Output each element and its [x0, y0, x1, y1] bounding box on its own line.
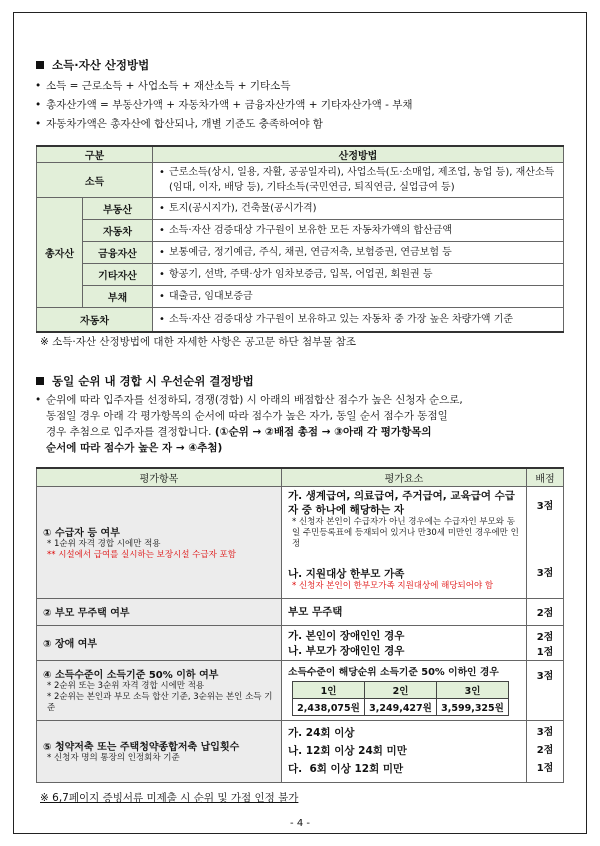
- element-cell: [282, 625, 527, 660]
- row-desc-income: • 근로소득(상시, 일용, 자활, 공공일자리), 사업소득(도·소매업, 제조업, 농업 등), 재산소득(임대, 이자, 배당 등), 기타소득(국민연금, 퇴직연금, 실업급여 등): [153, 163, 564, 198]
- element-text: 가. 본인이 장애인인 경우: [288, 629, 405, 642]
- threshold-header: 1인: [293, 682, 365, 699]
- element-text: 가. 생계급여, 의료급여, 주거급여, 교육급여 수급자 중 하나에 해당하는 자: [288, 489, 515, 516]
- element-cell: [282, 720, 527, 782]
- element-cell: 부모 무주택: [282, 598, 527, 625]
- square-bullet-icon: [36, 61, 44, 69]
- threshold-header-row: [293, 682, 509, 699]
- row-label-income: 소득: [37, 163, 153, 198]
- element-cell: [282, 660, 527, 720]
- element-text: 나. 지원대상 한부모 가족: [288, 568, 405, 580]
- score-cell: 3점: [527, 486, 564, 564]
- score-value: 2점: [536, 631, 554, 643]
- element-note: * 신청자 본인이 수급자가 아닌 경우에는 수급자인 부모와 동일 주민등록표에 등재되어 있거나 만30세 미만인 경우에만 인정: [292, 516, 519, 549]
- table-row: [37, 486, 564, 564]
- score-value: 1점: [536, 763, 554, 774]
- section1-bullet: • 자동차가액은 총자산에 합산되나, 개별 기준도 충족하여야 함: [46, 116, 323, 132]
- header-item: 평가항목: [37, 468, 282, 486]
- score-value: 3점: [536, 727, 554, 738]
- page-number: - 4 -: [290, 818, 310, 829]
- threshold-header: 3인: [437, 682, 509, 699]
- paragraph-line: [46, 424, 558, 440]
- priority-score-table: [36, 467, 564, 783]
- header-method: 산정방법: [153, 146, 564, 163]
- row-desc-vehicle: • 소득·자산 검증대상 가구원이 보유한 모든 자동차가액의 합산금액: [153, 220, 564, 242]
- item-cell: [37, 660, 282, 720]
- paragraph-line: 동점일 경우 아래 각 평가항목의 순서에 따라 점수가 높은 자가, 동일 순서 점수가 동점일: [46, 410, 448, 422]
- item-cell: [37, 486, 282, 598]
- item-cell: ③ 장애 여부: [37, 625, 282, 660]
- score-cell: 2점: [527, 598, 564, 625]
- header-element: 평가요소: [282, 468, 527, 486]
- table-row: [37, 163, 564, 198]
- item-note: * 2순위 또는 3순위 자격 경합 시에만 적용: [47, 681, 205, 691]
- row-desc-debt: • 대출금, 임대보증금: [153, 286, 564, 308]
- row-desc-other-assets: • 항공기, 선박, 주택·상가 임차보증금, 입목, 어업권, 회원권 등: [153, 264, 564, 286]
- table-row: [37, 308, 564, 332]
- row-label-car: 자동차: [37, 308, 153, 332]
- section1-title-text: 소득·자산 산정방법: [52, 58, 150, 72]
- row-label-debt: 부채: [83, 286, 153, 308]
- item-note-red: ** 시설에서 급여를 실시하는 보장시설 수급자 포함: [47, 549, 236, 560]
- income-threshold-table: [292, 681, 509, 716]
- item-label: ⑤ 청약저축 또는 주택청약종합저축 납입횟수: [43, 742, 240, 753]
- score-cell: [527, 625, 564, 660]
- table-row: [37, 720, 564, 782]
- table-row: [37, 598, 564, 625]
- element-text: 나. 12회 이상 24회 미만: [288, 745, 407, 757]
- item-label: ④ 소득수준이 소득기준 50% 이하 여부: [43, 670, 219, 681]
- threshold-value: 2,438,075원: [293, 699, 365, 716]
- threshold-value-row: [293, 699, 509, 716]
- score-cell: [527, 720, 564, 782]
- item-label: ① 수급자 등 여부: [43, 527, 120, 539]
- section1-note: ※ 소득·자산 산정방법에 대한 자세한 사항은 공고문 하단 첨부물 참조: [40, 336, 357, 348]
- section1-bullet: • 총자산가액 = 부동산가액 + 자동차가액 + 금융자산가액 + 기타자산가액 - 부채: [46, 97, 413, 113]
- section2-title-text: 동일 순위 내 경합 시 우선순위 결정방법: [52, 374, 254, 388]
- row-label-other-assets: 기타자산: [83, 264, 153, 286]
- table-row: [37, 242, 564, 264]
- threshold-header: 2인: [365, 682, 437, 699]
- item-note: * 2순위는 본인과 부모 소득 합산 기준, 3순위는 본인 소득 기준: [47, 692, 273, 713]
- element-note-red: * 신청자 본인이 한부모가족 지원대상에 해당되어야 함: [292, 581, 494, 591]
- element-text: 가. 24회 이상: [288, 727, 355, 739]
- row-desc-financial: • 보통예금, 정기예금, 주식, 채권, 연금저축, 보험증권, 연금보험 등: [153, 242, 564, 264]
- priority-order-text: (①순위 → ②배점 총점 → ③아래 각 평가항목의: [214, 426, 432, 438]
- table-row: [37, 286, 564, 308]
- element-text: 나. 부모가 장애인인 경우: [288, 644, 405, 657]
- score-value: 1점: [536, 646, 554, 658]
- item-note: * 1순위 자격 경합 시에만 적용: [47, 538, 161, 549]
- row-desc-car: • 소득·자산 검증대상 가구원이 보유하고 있는 자동차 중 가장 높은 차량가액 기준: [153, 308, 564, 332]
- score-value: 2점: [536, 745, 554, 756]
- element-text: 다. 6회 이상 12회 미만: [288, 763, 404, 775]
- item-cell: [37, 720, 282, 782]
- section2-title: [36, 373, 254, 389]
- table-row: [37, 220, 564, 242]
- priority-order-text: 순서에 따라 점수가 높은 자 → ④추첨): [46, 442, 223, 454]
- row-desc-real-estate: • 토지(공시지가), 건축물(공시가격): [153, 198, 564, 220]
- table-row: [37, 264, 564, 286]
- score-cell: 3점: [527, 564, 564, 598]
- element-cell: [282, 564, 527, 598]
- section1-title: [36, 57, 149, 73]
- section2-paragraph: [46, 392, 558, 456]
- table-header-row: [37, 146, 564, 163]
- header-category: 구분: [37, 146, 153, 163]
- item-cell: ② 부모 무주택 여부: [37, 598, 282, 625]
- section1-bullet: • 소득 = 근로소득 + 사업소득 + 재산소득 + 기타소득: [46, 78, 290, 94]
- element-text: 소득수준이 해당순위 소득기준 50% 이하인 경우: [288, 667, 499, 678]
- footnote: ※ 6,7페이지 증빙서류 미제출 시 순위 및 가점 인정 불가: [40, 792, 299, 804]
- table-row: [37, 198, 564, 220]
- header-score: 배점: [527, 468, 564, 486]
- threshold-value: 3,249,427원: [365, 699, 437, 716]
- square-bullet-icon: [36, 377, 44, 385]
- row-label-total-assets: 총자산: [37, 198, 83, 308]
- item-note: * 신청자 명의 통장의 인정회차 기준: [47, 753, 180, 763]
- score-cell: 3점: [527, 660, 564, 720]
- row-label-real-estate: 부동산: [83, 198, 153, 220]
- paragraph-text: 경우 추첨으로 입주자를 결정합니다.: [46, 426, 215, 438]
- table-header-row: [37, 468, 564, 486]
- income-asset-table: [36, 145, 564, 333]
- row-label-financial: 금융자산: [83, 242, 153, 264]
- threshold-value: 3,599,325원: [437, 699, 509, 716]
- table-row: [37, 625, 564, 660]
- row-label-vehicle: 자동차: [83, 220, 153, 242]
- paragraph-line: • 순위에 따라 입주자를 선정하되, 경쟁(경합) 시 아래의 배점합산 점수가 높은 신청자 순으로,: [46, 394, 463, 406]
- table-row: [37, 660, 564, 720]
- element-cell: [282, 486, 527, 564]
